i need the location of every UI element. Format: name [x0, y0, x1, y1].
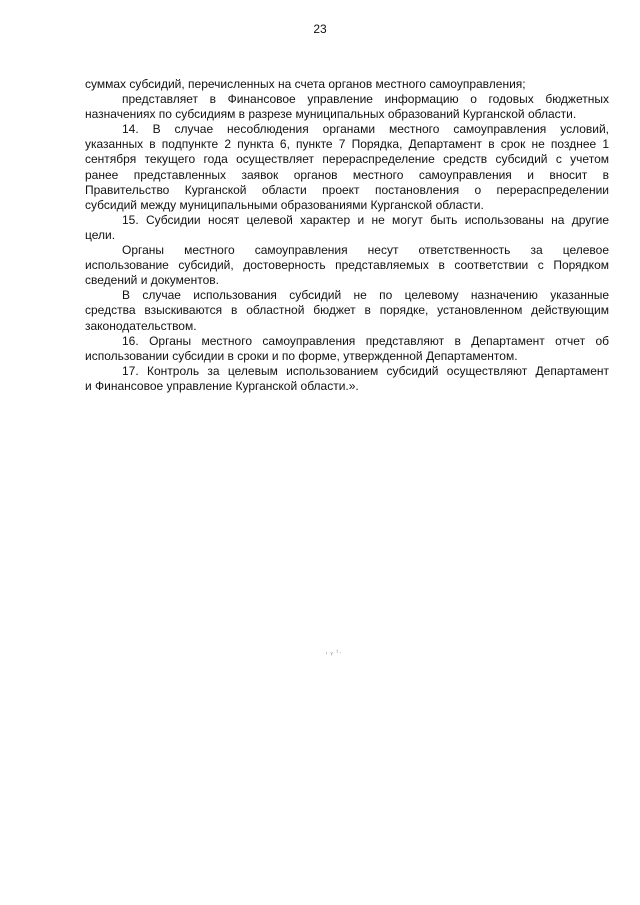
scan-artifact-marks: ᵢ ᵧ ¹· [326, 650, 343, 656]
paragraph-line: Органы местного самоуправления несут ответственность за целевое [122, 243, 609, 258]
paragraph-line: 14. В случае несоблюдения органами местного самоуправления условий, [122, 122, 609, 137]
paragraph-line: субсидий между муниципальными образованиями Курганской области. [85, 197, 484, 212]
document-body [85, 77, 609, 394]
page-number: 23 [313, 22, 327, 36]
paragraph-line: цели. [85, 227, 116, 242]
paragraph-line: использовании субсидии в сроки и по форме, утвержденной Департаментом. [85, 348, 518, 363]
paragraph-line: Правительство Курганской области проект постановления о перераспределении [85, 182, 609, 197]
paragraph-line: 17. Контроль за целевым использованием субсидий осуществляют Департамент [122, 363, 609, 378]
paragraph-line: средства взыскиваются в областной бюджет в порядке, установленном действующим [85, 303, 609, 318]
paragraph-line: назначениях по субсидиям в разрезе муниципальных образований Курганской области. [85, 107, 577, 122]
paragraph-line: суммах субсидий, перечисленных на счета органов местного самоуправления; [85, 77, 526, 91]
paragraph-line: и Финансовое управление Курганской области.». [85, 378, 359, 393]
paragraph-line: сентября текущего года осуществляет перераспределение средств субсидий с учетом [85, 152, 609, 167]
paragraph-line: сведений и документов. [85, 273, 219, 288]
paragraph-line: ранее представленных заявок органов местного самоуправления и вносит в [85, 167, 609, 182]
paragraph-line: В случае использования субсидий не по целевому назначению указанные [122, 288, 609, 303]
paragraph-line: 16. Органы местного самоуправления представляют в Департамент отчет об [122, 333, 609, 348]
paragraph-line: использование субсидий, достоверность представляемых в соответствии с Порядком [85, 258, 609, 273]
paragraph-line: 15. Субсидии носят целевой характер и не могут быть использованы на другие [122, 212, 609, 227]
paragraph-line: представляет в Финансовое управление информацию о годовых бюджетных [122, 92, 609, 107]
paragraph-line: законодательством. [85, 318, 197, 333]
paragraph-line: указанных в подпункте 2 пункта 6, пункте 7 Порядка, Департамент в срок не позднее 1 [85, 137, 609, 152]
